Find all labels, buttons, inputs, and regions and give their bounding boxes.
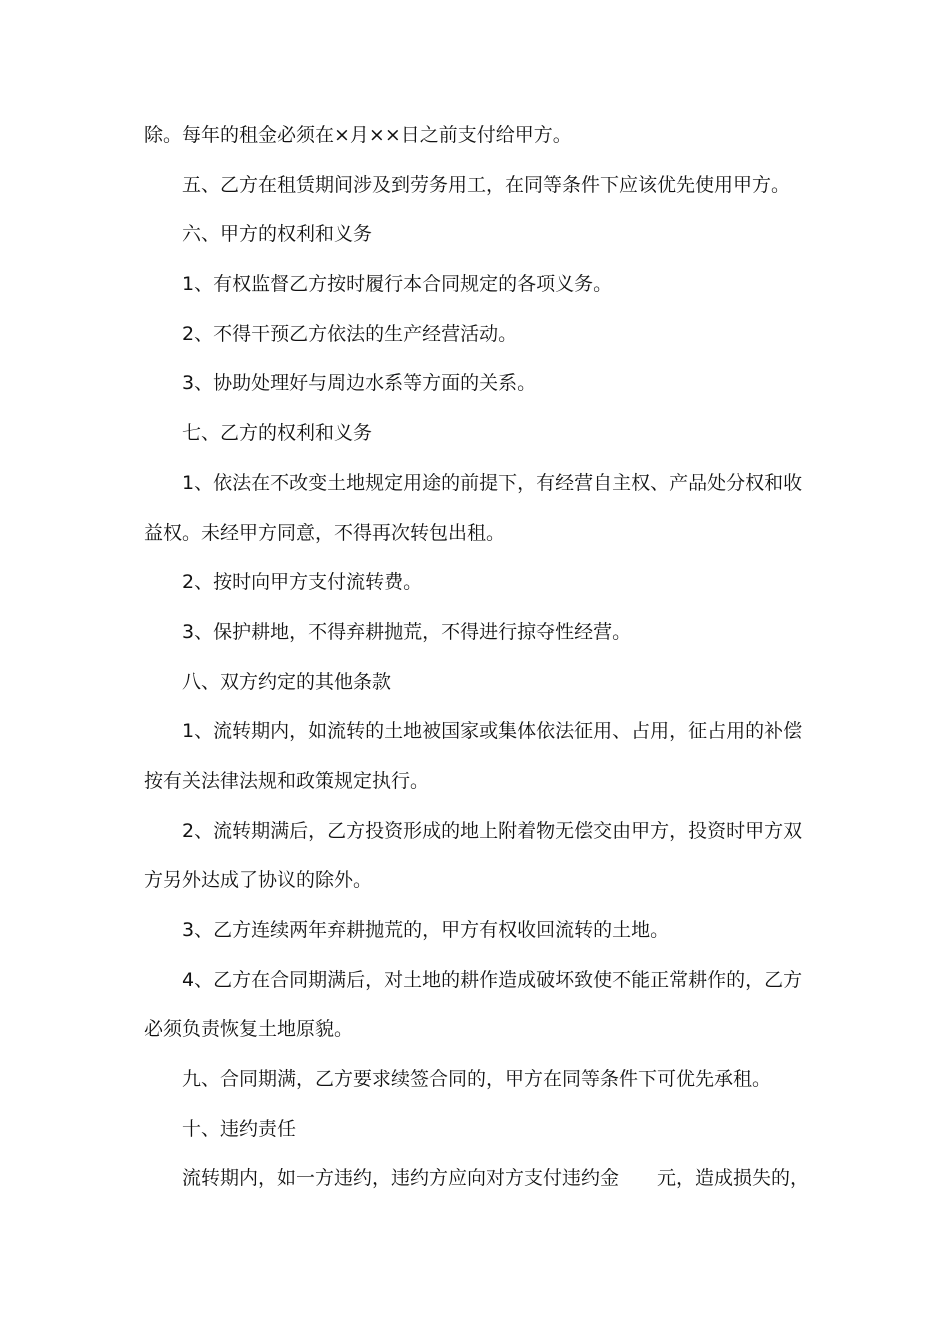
text-line: 按有关法律法规和政策规定执行。 — [144, 769, 430, 792]
text-line: 必须负责恢复土地原貌。 — [144, 1018, 354, 1041]
text-line: 流转期内，如一方违约，违约方应向对方支付违约金 元，造成损失的， — [182, 1167, 810, 1190]
section-heading: 九、合同期满，乙方要求续签合同的，甲方在同等条件下可优先承租。 — [182, 1068, 772, 1091]
list-item: 1、流转期内，如流转的土地被国家或集体依法征用、占用，征占用的补偿 — [182, 720, 803, 743]
text-line: 除。每年的租金必须在×月××日之前支付给甲方。 — [144, 124, 572, 146]
document-body — [144, 118, 810, 1211]
list-item: 3、协助处理好与周边水系等方面的关系。 — [182, 372, 537, 395]
list-item: 1、依法在不改变土地规定用途的前提下，有经营自主权、产品处分权和收 — [182, 471, 803, 494]
list-item: 2、流转期满后，乙方投资形成的地上附着物无偿交由甲方，投资时甲方双 — [182, 819, 803, 842]
text-line: 五、乙方在租赁期间涉及到劳务用工，在同等条件下应该优先使用甲方。 — [182, 173, 791, 196]
section-heading: 六、甲方的权利和义务 — [182, 223, 373, 246]
list-item: 2、不得干预乙方依法的生产经营活动。 — [182, 322, 518, 345]
list-item: 3、保护耕地，不得弃耕抛荒，不得进行掠夺性经营。 — [182, 620, 632, 643]
section-heading: 十、违约责任 — [182, 1117, 297, 1140]
text-line: 益权。未经甲方同意，不得再次转包出租。 — [144, 521, 506, 544]
text-line: 方另外达成了协议的除外。 — [144, 869, 373, 892]
section-heading: 七、乙方的权利和义务 — [182, 422, 373, 445]
list-item: 4、乙方在合同期满后，对土地的耕作造成破坏致使不能正常耕作的，乙方 — [182, 968, 803, 991]
section-heading: 八、双方约定的其他条款 — [182, 670, 392, 693]
list-item: 2、按时向甲方支付流转费。 — [182, 571, 423, 594]
list-item: 3、乙方连续两年弃耕抛荒的，甲方有权收回流转的土地。 — [182, 919, 670, 941]
list-item: 1、有权监督乙方按时履行本合同规定的各项义务。 — [182, 273, 613, 296]
